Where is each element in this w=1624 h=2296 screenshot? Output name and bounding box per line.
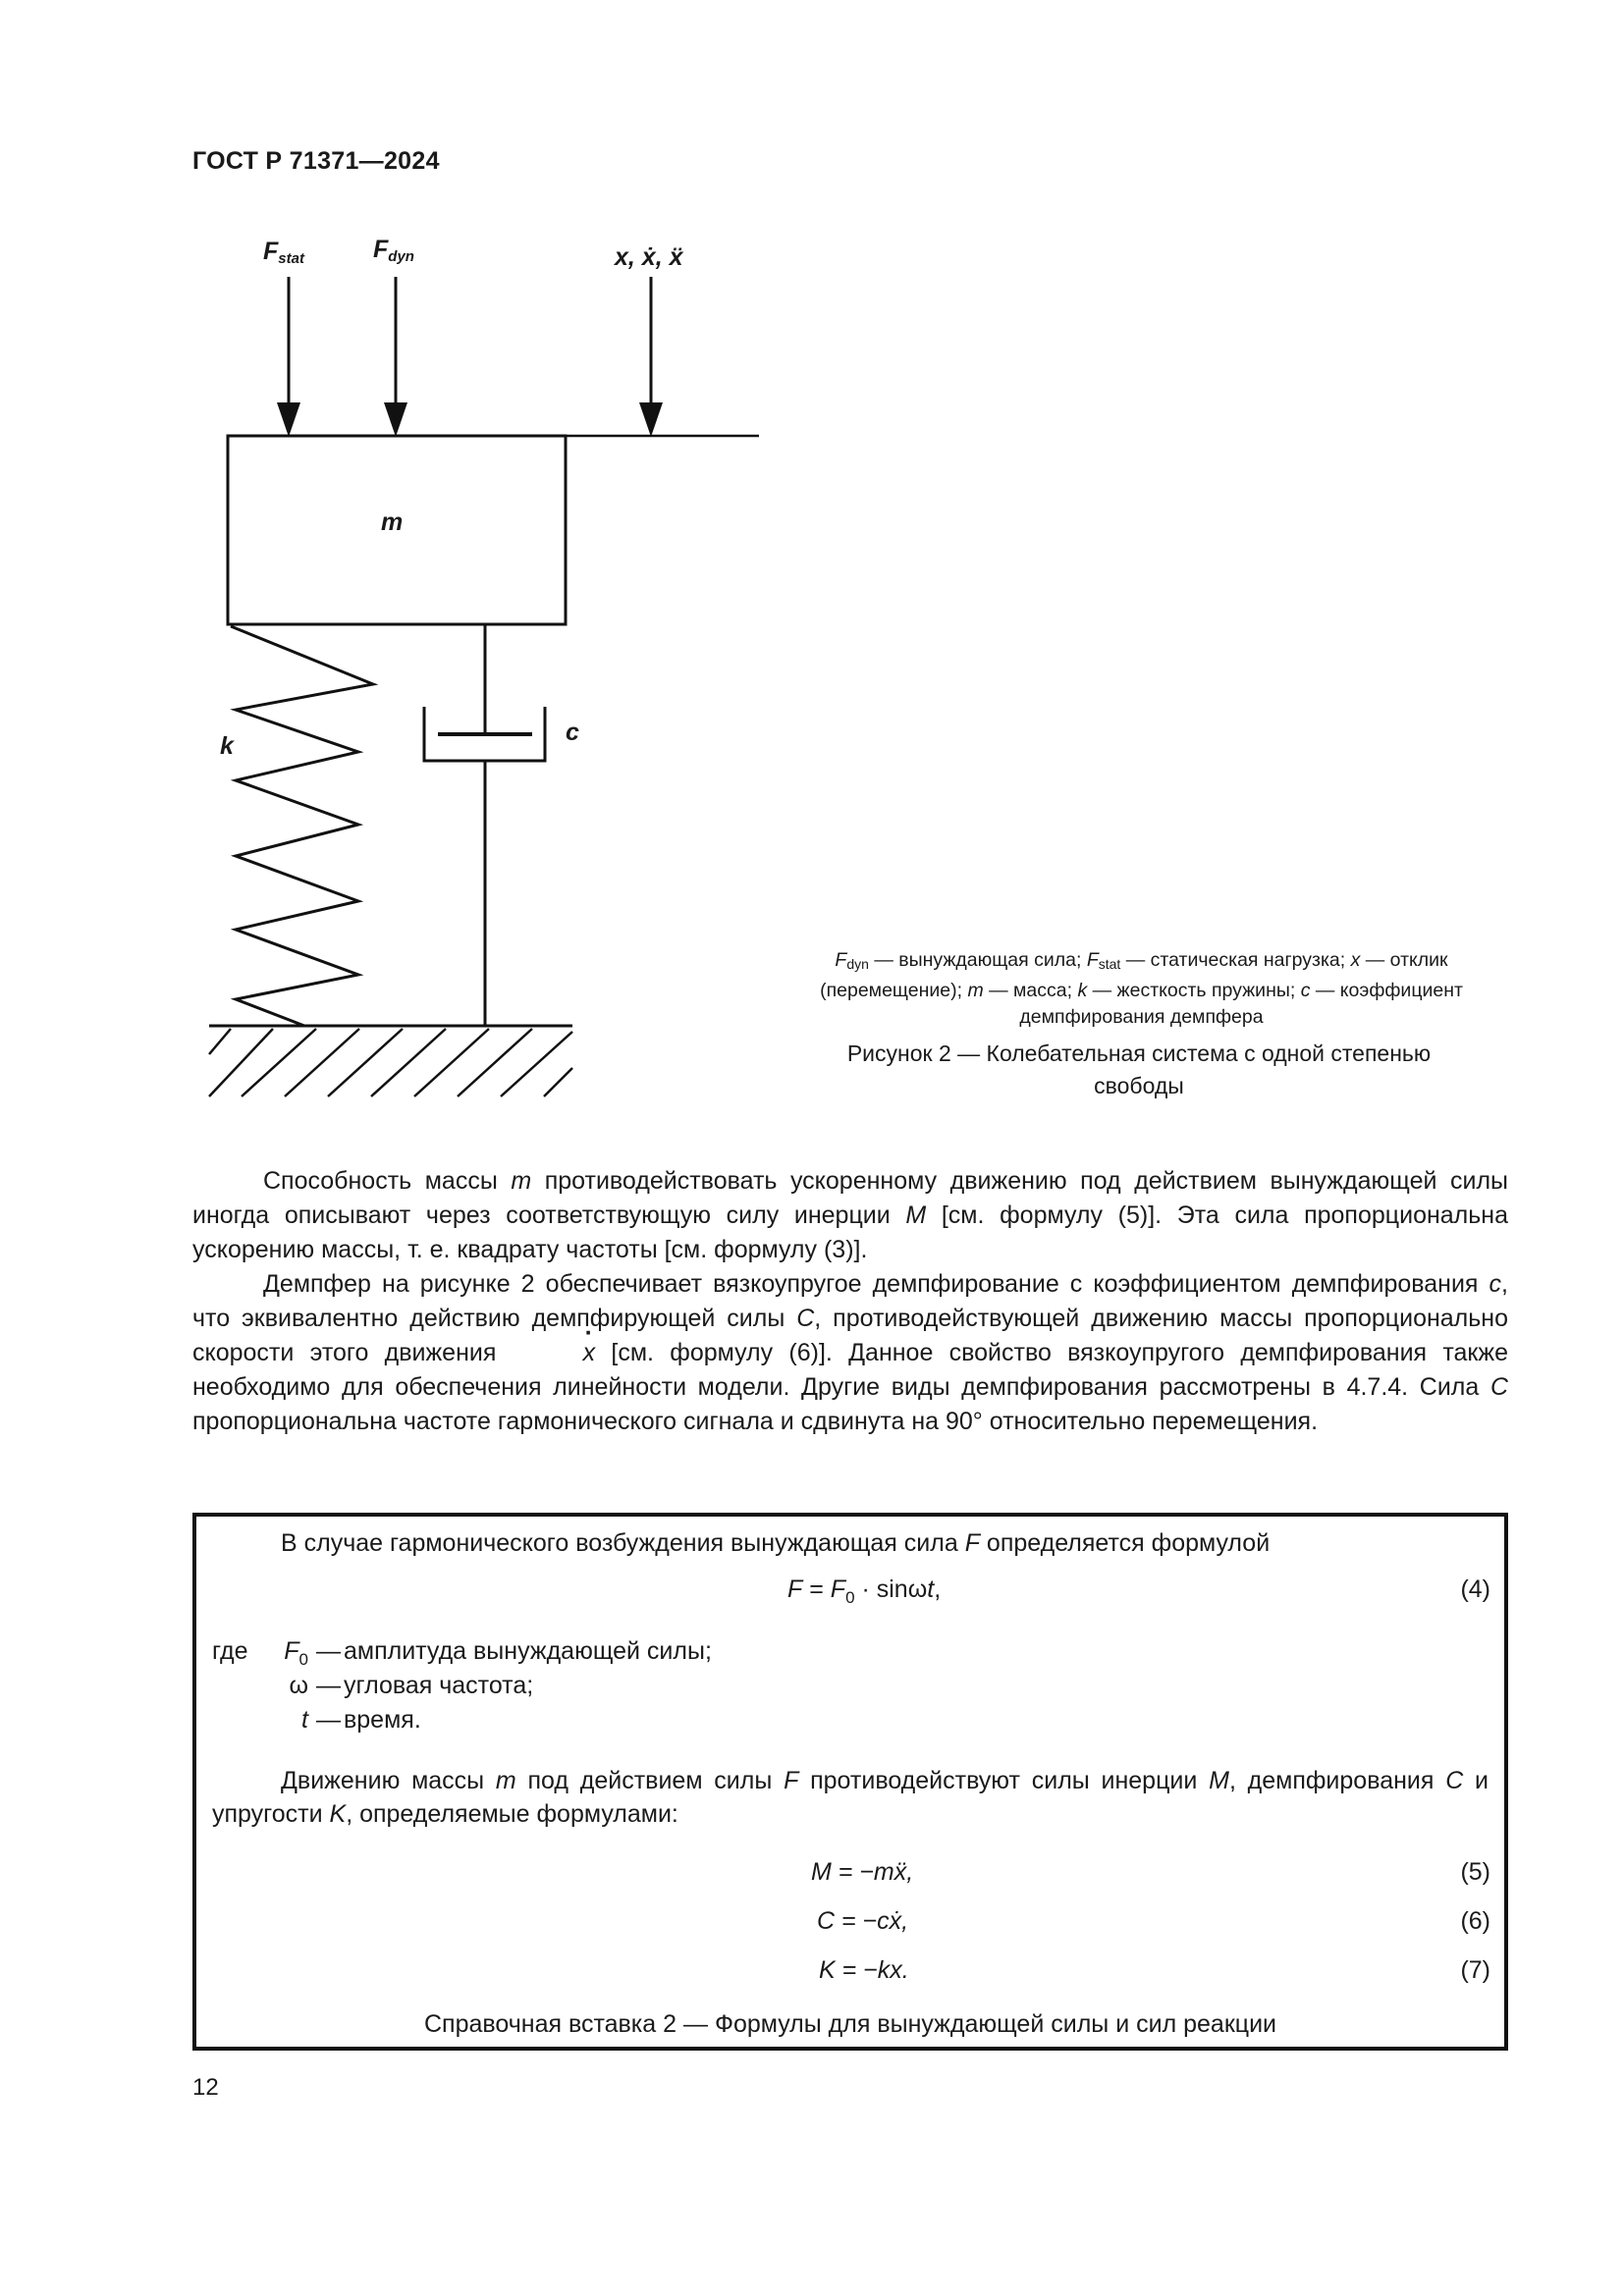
- f-stat-label: $F_{stat}$: [263, 238, 304, 267]
- equation-4-number: (4): [1460, 1575, 1490, 1603]
- box-caption: Справочная вставка 2 — Формулы для вынуждающей силы и сил реакции: [423, 2010, 1277, 2038]
- x-response-arrow: [639, 277, 663, 437]
- where-symbol-t: t: [301, 1706, 308, 1734]
- where-text-3: время.: [344, 1706, 421, 1734]
- ground-hatch: [209, 1026, 572, 1096]
- spring-label: k: [220, 732, 234, 760]
- figure-caption: Рисунок 2 — Колебательная система с одной степенью свободы: [846, 1041, 1432, 1098]
- f-stat-arrow: [277, 277, 300, 437]
- where-symbol-omega: ω: [289, 1672, 308, 1699]
- box-intro: В случае гармонического возбуждения вынуждающая сила F определяется формулой: [281, 1529, 1271, 1557]
- paragraph-inertia: Способность массы m противодействовать ускоренному движению под действием вынуждающей силы иногда описывают через соответствующую силу инерции M [см. формулу (5)]. Эта сила пропорциональна ускорению массы, т. е. квадрату частоты [см. формулу (3)].: [192, 1167, 1508, 1263]
- equation-6: C = −cẋ,: [817, 1907, 909, 1935]
- equation-5: M = −mẍ,: [811, 1858, 914, 1886]
- box-motion-text: Движению массы m под действием силы F противодействуют силы инерции M, демпфирования C и упругости K, определяемые формулами:: [212, 1767, 1489, 1828]
- paragraph-damper: Демпфер на рисунке 2 обеспечивает вязкоупругое демпфирование с коэффициентом демпфирования c, что эквивалентно действию демпфирующей силы C, противодействующей движению массы пропорционально скорости этого движения · x [см. формулу (6)]. Данное свойство вязкоупругого демпфирования также необходимо для обеспечения линейности модели. Другие виды демпфирования рассмотрены в 4.7.4. Сила C пропорциональна частоте гармонического сигнала и сдвинута на 90° относительно перемещения.: [192, 1267, 1508, 1439]
- spring: [231, 626, 373, 1026]
- x-response-label: x, ẋ, ẍ: [615, 243, 683, 271]
- damper: [424, 624, 545, 1026]
- where-text-2: угловая частота;: [344, 1672, 534, 1699]
- where-gde: где: [212, 1637, 248, 1665]
- equation-5-number: (5): [1460, 1858, 1490, 1886]
- equation-4: $F = F_0 \cdot \sin\omega t$,: [787, 1575, 942, 1607]
- where-symbol-f0: $F_0$: [284, 1637, 308, 1669]
- where-dash-1: —: [316, 1637, 341, 1665]
- where-dash-3: —: [316, 1706, 341, 1734]
- equation-6-number: (6): [1460, 1907, 1490, 1935]
- f-dyn-arrow: [384, 277, 407, 437]
- figure-legend: $F_{dyn}$ — вынуждающая сила; $F_{stat}$ — статическая нагрузка; x — отклик (перемещение); m — масса; k — жесткость пружины; c — коэффициент демпфирования демпфера: [820, 949, 1463, 1028]
- damper-label: c: [566, 719, 579, 746]
- reference-insert-box: [192, 1513, 1508, 2051]
- page-number: 12: [192, 2074, 219, 2101]
- equation-7: K = −kx.: [819, 1956, 909, 1984]
- document-header: ГОСТ Р 71371—2024: [192, 147, 440, 175]
- mass-label: m: [381, 508, 404, 536]
- where-text-1: амплитуда вынуждающей силы;: [344, 1637, 712, 1665]
- f-dyn-label: $F_{dyn}$: [373, 236, 414, 265]
- equation-7-number: (7): [1460, 1956, 1490, 1984]
- where-dash-2: —: [316, 1672, 341, 1699]
